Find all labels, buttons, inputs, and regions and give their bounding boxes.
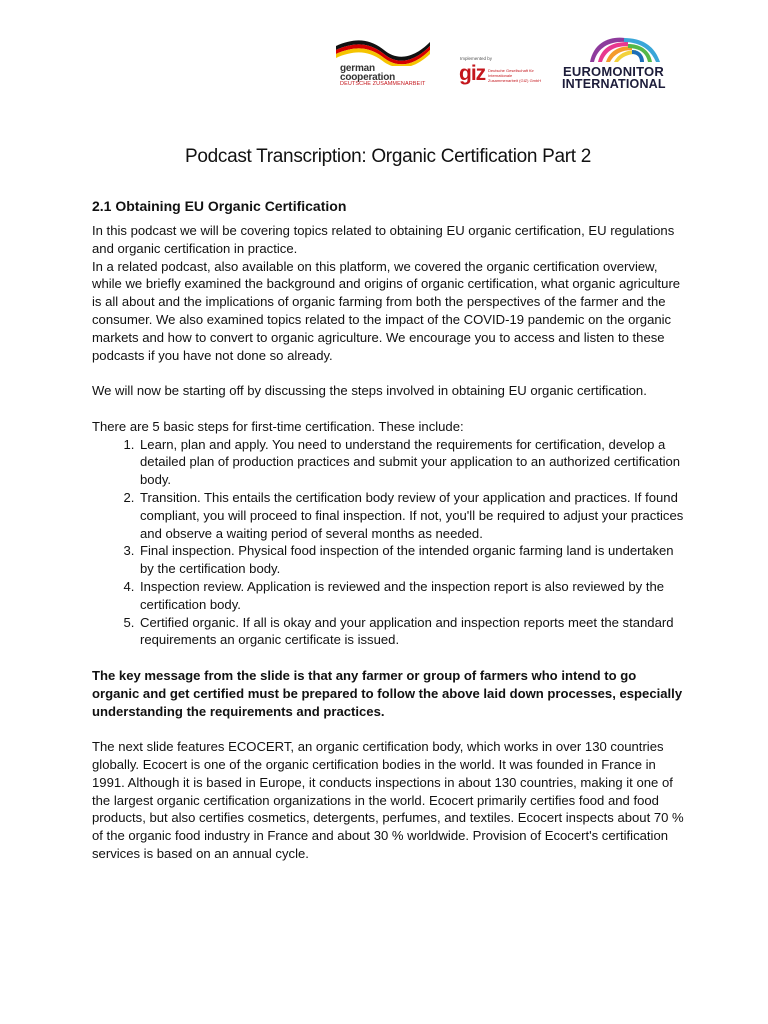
german-cooperation-subtitle: DEUTSCHE ZUSAMMENARBEIT [340,81,426,87]
intro-paragraph-2: In a related podcast, also available on this platform, we covered the organic certification overview, while we briefly examined the background and origins of organic certification, what organic agriculture is all about and the implications of organic farming from both the perspectives of the farmer and the consumer. We also examined topics related to the impact of the COVID-19 pandemic on the organic markets and how to convert to organic agriculture. We encourage you to access and listen to these podcasts if you have not done so already. [92,258,681,363]
steps-lead-text: There are 5 basic steps for first-time certification. These include: [92,418,464,434]
steps-list [92,436,684,650]
euromonitor-logo [560,36,672,96]
steps-intro-paragraph: We will now be starting off by discussing the steps involved in obtaining EU organic certification. [92,383,647,399]
giz-logo [456,56,546,96]
giz-subtitle: Deutsche Gesellschaft für Internationale Zusammenarbeit (GIZ) GmbH [488,68,542,83]
section-heading: 2.1 Obtaining EU Organic Certification [92,198,347,214]
page-title: Podcast Transcription: Organic Certification Part 2 [184,146,592,167]
euromonitor-wordmark-line2: INTERNATIONAL [562,77,666,91]
list-item: 1. Learn, plan and apply. You need to understand the requirements for certification, develop a detailed plan of production practices and submit your application to an authorized certification body. [138,436,684,489]
list-item: 4. Inspection review. Application is reviewed and the inspection report is also reviewed by the certification body. [138,578,684,614]
implemented-by-label: Implemented by [460,56,493,61]
ecocert-paragraph: The next slide features ECOCERT, an organic certification body, which works in over 130 countries globally. Ecocert is one of the organic certification bodies in the world. It was founded in France in 1991. Although it is based in Europe, it conducts inspections in about 130 countries, making it one of the largest organic certification organizations in the world. Ecocert primarily certifies food and food products, but also certifies cosmetics, detergents, perfumes, and textiles. Ecocert inspects about 70 % of the organic food industry in France and about 30 % worldwide. Provision of Ecocert's certification services is based on an annual cycle. [92,739,684,861]
list-item: 2. Transition. This entails the certification body review of your application and practices. If found compliant, you will proceed to final inspection. If not, you'll be required to adjust your practices and observe a waiting period of several months as needed. [138,489,684,542]
intro-paragraph-1: In this podcast we will be covering topics related to obtaining EU organic certification, EU regulations and organic certification in practice. [92,223,675,256]
euromonitor-wordmark-line1: EUROMONITOR [563,64,664,79]
list-item: 5. Certified organic. If all is okay and your application and inspection reports meet the standard requirements an organic certificate is issued. [138,614,684,650]
list-item: 3. Final inspection. Physical food inspection of the intended organic farming land is undertaken by the certification body. [138,542,684,578]
logo-bar [0,36,768,100]
german-cooperation-logo [334,36,434,96]
euromonitor-arch-icon [580,36,670,64]
german-cooperation-wordmark: german cooperation [340,63,396,83]
german-flag-wave-icon [334,36,434,66]
document-body [92,146,684,863]
giz-wordmark: giz [459,62,486,85]
key-message-paragraph: The key message from the slide is that any farmer or group of farmers who intend to go organic and get certified must be prepared to follow the above laid down processes, especially understanding the requirements and practices. [92,667,683,719]
